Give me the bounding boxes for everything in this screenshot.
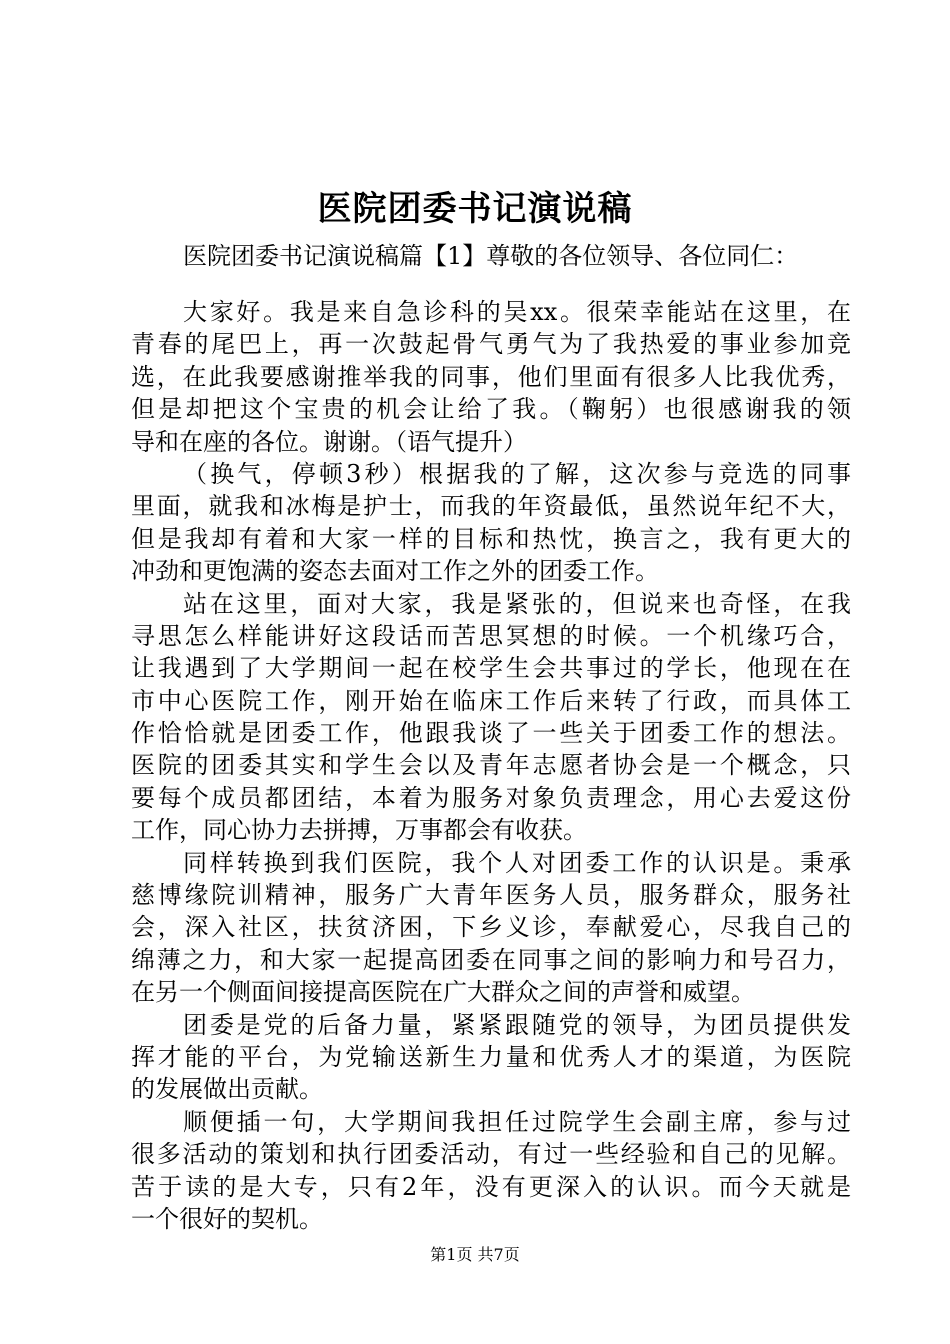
paragraph — [131, 847, 851, 1009]
text-line: 医院的团委其实和学生会以及青年志愿者协会是一个概念，只 — [131, 751, 851, 780]
text-line: 绵薄之力，和大家一起提高团委在同事之间的影响力和号召力， — [131, 945, 851, 974]
paragraph — [131, 588, 851, 847]
text-line: 大家好。我是来自急诊科的吴xx。很荣幸能站在这里，在 — [183, 298, 851, 326]
text-line: （换气，停顿3秒）根据我的了解，这次参与竞选的同事 — [183, 459, 851, 488]
text-line: 冲劲和更饱满的姿态去面对工作之外的团委工作。 — [131, 557, 659, 586]
text-line: 站在这里，面对大家，我是紧张的，但说来也奇怪，在我 — [183, 589, 851, 618]
text-line: 要每个成员都团结，本着为服务对象负责理念，用心去爱这份 — [131, 783, 851, 812]
paragraph — [131, 1106, 851, 1236]
document-body — [131, 296, 851, 1235]
text-line: 在另一个侧面间接提高医院在广大群众之间的声誉和威望。 — [131, 978, 755, 1007]
page-footer: 第1页 共7页 — [430, 1245, 520, 1264]
text-line: 团委是党的后备力量，紧紧跟随党的领导，为团员提供发 — [183, 1010, 851, 1039]
text-line: 作恰恰就是团委工作，他跟我谈了一些关于团委工作的想法。 — [131, 719, 851, 748]
text-line: 导和在座的各位。谢谢。（语气提升） — [131, 427, 527, 456]
text-line: 寻思怎么样能讲好这段话而苦思冥想的时候。一个机缘巧合， — [131, 621, 851, 650]
text-line: 会，深入社区，扶贫济困，下乡义诊，奉献爱心，尽我自己的 — [131, 913, 851, 942]
text-line: 慈博缘院训精神，服务广大青年医务人员，服务群众，服务社 — [131, 881, 851, 910]
text-line: 里面，就我和冰梅是护士，而我的年资最低，虽然说年纪不大， — [131, 492, 851, 521]
text-line: 苦于读的是大专，只有2年，没有更深入的认识。而今天就是 — [131, 1172, 851, 1201]
text-line: 但是我却有着和大家一样的目标和热忱，换言之，我有更大的 — [131, 524, 851, 553]
text-line: 青春的尾巴上，再一次鼓起骨气勇气为了我热爱的事业参加竞 — [131, 330, 851, 359]
paragraph — [131, 296, 851, 458]
text-line: 同样转换到我们医院，我个人对团委工作的认识是。秉承 — [183, 848, 851, 877]
text-line: 但是却把这个宝贵的机会让给了我。（鞠躬）也很感谢我的领 — [131, 395, 851, 424]
text-line: 顺便插一句，大学期间我担任过院学生会副主席，参与过 — [183, 1107, 851, 1136]
document-subtitle: 医院团委书记演说稿篇【1】尊敬的各位领导、各位同仁： — [183, 242, 799, 270]
text-line: 挥才能的平台，为党输送新生力量和优秀人才的渠道，为医院 — [131, 1042, 851, 1071]
text-line: 市中心医院工作，刚开始在临床工作后来转了行政，而具体工 — [131, 686, 851, 715]
text-line: 选，在此我要感谢推举我的同事，他们里面有很多人比我优秀， — [131, 362, 851, 391]
paragraph — [131, 458, 851, 588]
text-line: 一个很好的契机。 — [131, 1204, 323, 1233]
text-line: 的发展做出贡献。 — [131, 1075, 323, 1104]
text-line: 工作，同心协力去拼搏，万事都会有收获。 — [131, 816, 587, 845]
text-line: 很多活动的策划和执行团委活动，有过一些经验和自己的见解。 — [131, 1140, 851, 1169]
document-title: 医院团委书记演说稿 — [317, 189, 633, 229]
paragraph — [131, 1009, 851, 1106]
text-line: 让我遇到了大学期间一起在校学生会共事过的学长，他现在在 — [131, 654, 851, 683]
